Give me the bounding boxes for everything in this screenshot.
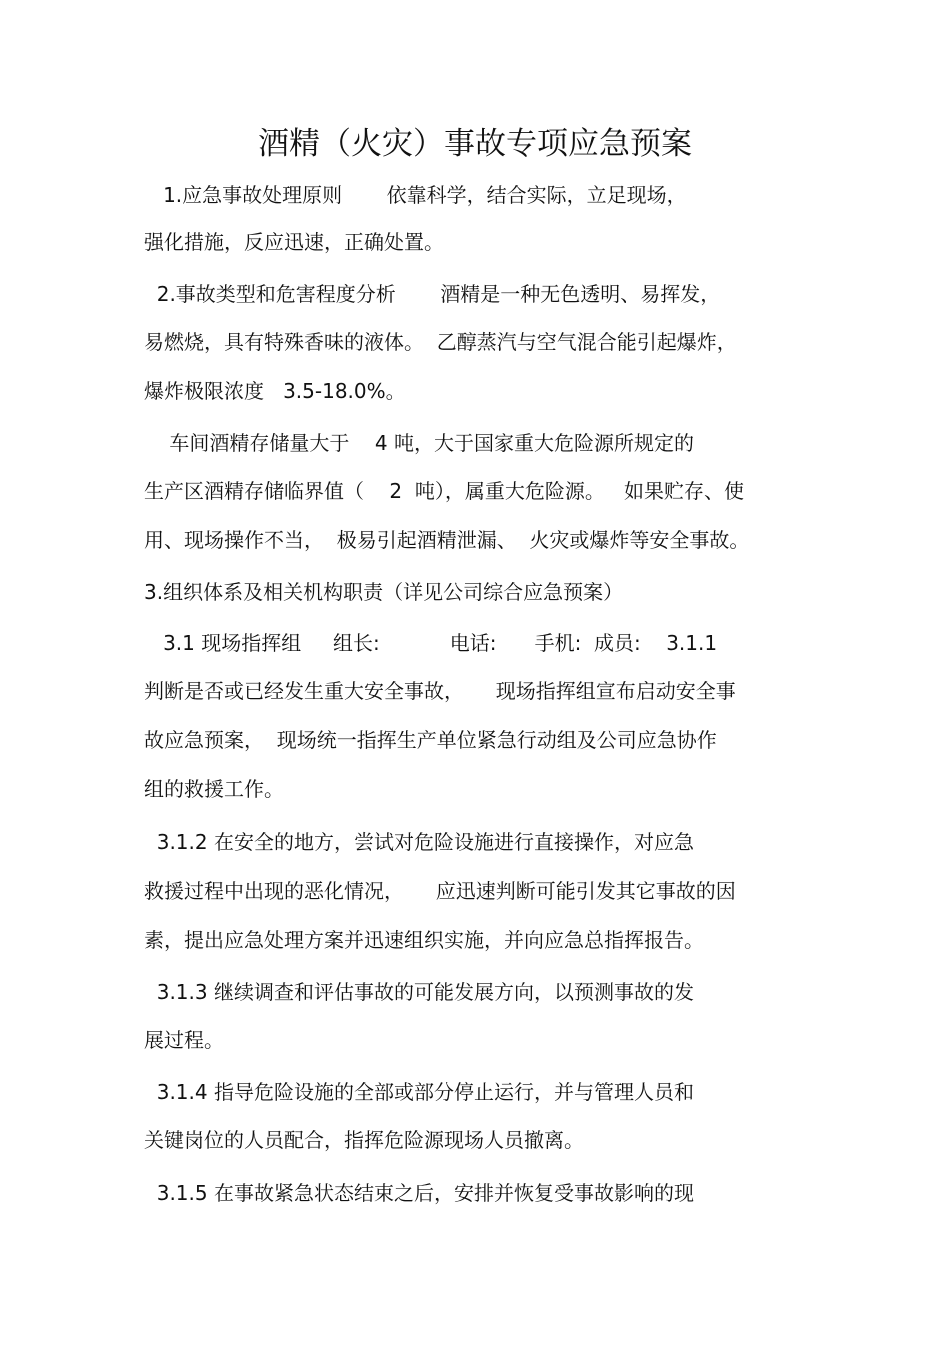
- text-line-8: 用、现场操作不当， 极易引起酒精泄漏、 火灾或爆炸等安全事故。: [144, 528, 750, 552]
- text-line-13: 组的救援工作。: [144, 777, 284, 801]
- text-line-15: 救援过程中出现的恶化情况， 应迅速判断可能引发其它事故的因: [144, 879, 736, 903]
- text-line-5: 爆炸极限浓度 3.5-18.0%。: [144, 379, 406, 403]
- text-line-3: 2.事故类型和危害程度分析 酒精是一种无色透明、易挥发，: [144, 282, 721, 306]
- document-title: 酒精（火灾）事故专项应急预案: [258, 126, 692, 162]
- text-line-12: 故应急预案， 现场统一指挥生产单位紧急行动组及公司应急协作: [144, 728, 717, 752]
- text-line-20: 关键岗位的人员配合，指挥危险源现场人员撤离。: [144, 1128, 584, 1152]
- text-line-21: 3.1.5 在事故紧急状态结束之后，安排并恢复受事故影响的现: [144, 1181, 694, 1205]
- text-line-16: 素，提出应急处理方案并迅速组织实施，并向应急总指挥报告。: [144, 928, 704, 952]
- text-line-1: 1.应急事故处理原则 依靠科学，结合实际，立足现场，: [144, 183, 687, 207]
- text-line-14: 3.1.2 在安全的地方，尝试对危险设施进行直接操作，对应急: [144, 830, 694, 854]
- text-line-4: 易燃烧，具有特殊香味的液体。 乙醇蒸汽与空气混合能引起爆炸，: [144, 330, 737, 354]
- text-line-18: 展过程。: [144, 1028, 224, 1052]
- text-line-2: 强化措施，反应迅速，正确处置。: [144, 230, 444, 254]
- section-heading-3: 3.组织体系及相关机构职责（详见公司综合应急预案）: [144, 580, 624, 604]
- text-line-10: 3.1 现场指挥组 组长: 电话: 手机: 成员: 3.1.1: [144, 631, 718, 655]
- text-line-19: 3.1.4 指导危险设施的全部或部分停止运行，并与管理人员和: [144, 1080, 694, 1104]
- text-line-11: 判断是否或已经发生重大安全事故， 现场指挥组宣布启动安全事: [144, 679, 736, 703]
- text-line-7: 生产区酒精存储临界值（ 2 吨），属重大危险源。 如果贮存、使: [144, 479, 744, 503]
- text-line-6: 车间酒精存储量大于 4 吨，大于国家重大危险源所规定的: [144, 431, 694, 455]
- text-line-17: 3.1.3 继续调查和评估事故的可能发展方向，以预测事故的发: [144, 980, 694, 1004]
